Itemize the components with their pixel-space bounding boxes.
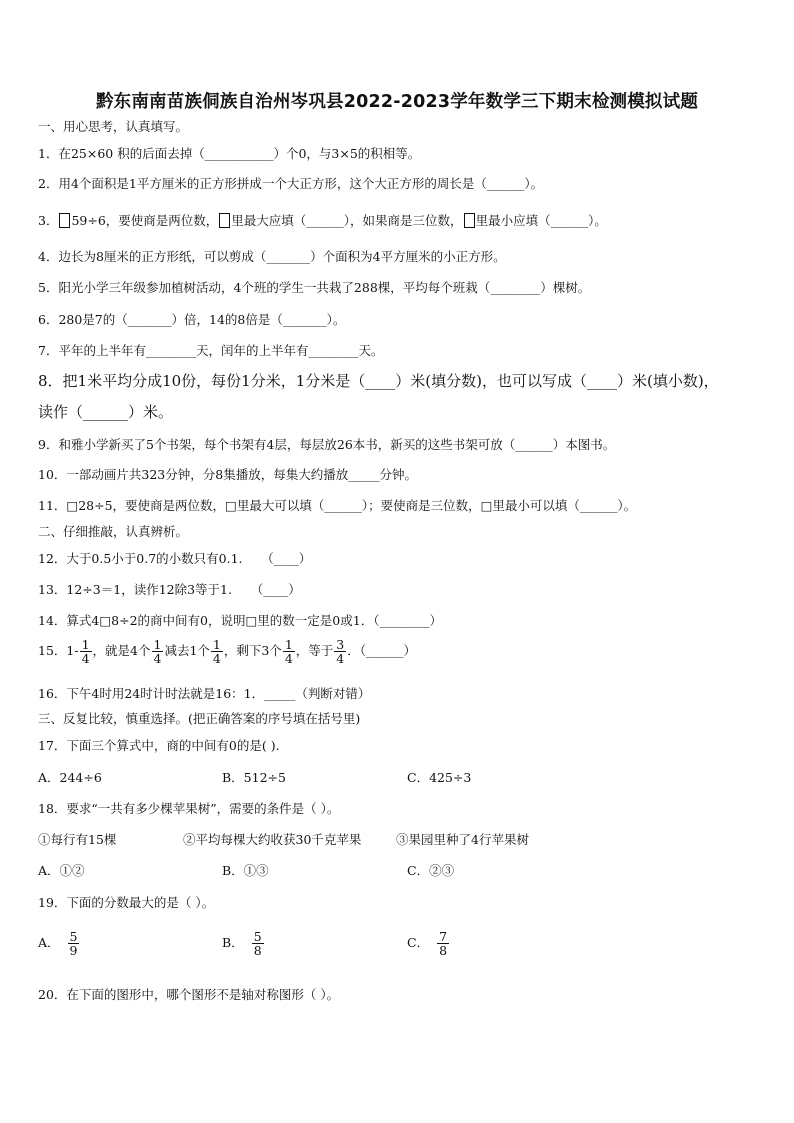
question-19-option-b: B． $\frac{5}{8}$ (222, 929, 262, 959)
question-14: 14．算式4□8÷2的商中间有0，说明□里的数一定是0或1．（________） (38, 613, 442, 628)
question-15-part1: 15．1- (38, 643, 79, 659)
question-3-part3: 里最小应填（______）。 (475, 213, 607, 228)
page-title: 黔东南南苗族侗族自治州岑巩县2022-2023学年数学三下期末检测模拟试题 (95, 92, 699, 112)
question-1: 1．在25×60 积的后面去掉（___________）个0，与3×5的积相等。 (38, 146, 421, 161)
question-18-condition-3: ③果园里种了4行苹果树 (396, 832, 529, 847)
fraction: $\frac{1}{4}$ (284, 637, 293, 667)
question-2: 2．用4个面积是1平方厘米的正方形拼成一个大正方形，这个大正方形的周长是（______）。 (38, 176, 544, 191)
question-9: 9．和雅小学新买了5个书架，每个书架有4层，每层放26本书，新买的这些书架可放（______）本图书。 (38, 437, 616, 452)
question-3-number: 3． (38, 213, 59, 228)
question-11: 11．□28÷5，要使商是两位数，□里最大可以填（______）；要使商是三位数，□里最小可以填（______）。 (38, 498, 637, 513)
question-12: 12．大于0.5小于0.7的小数只有0.1. （____） (38, 551, 312, 566)
question-8-line2: 读作（______）米。 (38, 403, 174, 421)
fraction: $\frac{7}{8}$ (439, 929, 448, 959)
question-17-option-b: B．512÷5 (222, 770, 286, 785)
question-18-option-b: B．①③ (222, 863, 269, 878)
question-7: 7．平年的上半年有________天，闰年的上半年有________天。 (38, 343, 384, 358)
question-15 (38, 638, 416, 665)
question-13: 13．12÷3＝1，读作12除3等于1. （____） (38, 582, 301, 597)
question-16: 16．下午4时用24时计时法就是16：1．_____（判断对错） (38, 686, 371, 701)
question-17-option-c: C．425÷3 (407, 770, 472, 785)
blank-box-icon (464, 213, 475, 228)
question-3-part2: 里最大应填（______），如果商是三位数， (231, 213, 463, 228)
blank-box-icon (59, 213, 70, 228)
fraction: $\frac{1}{4}$ (81, 637, 90, 667)
question-18-option-a: A．①② (38, 863, 85, 878)
question-19-option-a: A． $\frac{5}{9}$ (38, 929, 78, 959)
fraction: $\frac{1}{4}$ (212, 637, 221, 667)
question-19: 19．下面的分数最大的是（ ）。 (38, 895, 215, 910)
question-17-option-a: A．244÷6 (38, 770, 102, 785)
question-8-line1: 8．把1米平均分成10份，每份1分米，1分米是（____）米(填分数)，也可以写成（____）米(填小数)， (38, 372, 719, 390)
question-5: 5．阳光小学三年级参加植树活动，4个班的学生一共栽了288棵，平均每个班栽（________）棵树。 (38, 280, 591, 295)
question-10: 10．一部动画片共323分钟，分8集播放，每集大约播放_____分钟。 (38, 467, 417, 482)
question-18: 18．要求“一共有多少棵苹果树”，需要的条件是（ ）。 (38, 801, 340, 816)
question-15-part5: ，等于 (295, 643, 334, 659)
fraction: $\frac{1}{4}$ (153, 637, 162, 667)
question-15-part3: 减去1个 (164, 643, 210, 659)
question-15-part2: ，就是4个 (92, 643, 151, 659)
question-17: 17．下面三个算式中，商的中间有0的是( ). (38, 738, 280, 753)
section-heading-3: 三、反复比较，慎重选择。(把正确答案的序号填在括号里) (38, 711, 361, 726)
question-6: 6．280是7的（_______）倍，14的8倍是（_______）。 (38, 312, 346, 327)
question-18-option-c: C．②③ (407, 863, 455, 878)
question-15-part4: ，剩下3个 (223, 643, 282, 659)
blank-box-icon (219, 213, 230, 228)
question-19-option-c: C． $\frac{7}{8}$ (407, 929, 448, 959)
question-18-condition-1: ①每行有15棵 (38, 832, 117, 847)
question-18-condition-2: ②平均每棵大约收获30千克苹果 (183, 832, 362, 847)
question-3-part1: 59÷6，要使商是两位数， (71, 213, 219, 228)
question-3 (38, 213, 607, 228)
question-15-part6: ．（______） (347, 643, 416, 659)
question-4: 4．边长为8厘米的正方形纸，可以剪成（_______）个面积为4平方厘米的小正方形。 (38, 249, 506, 264)
section-heading-2: 二、仔细推敲，认真辨析。 (38, 524, 189, 539)
question-20: 20．在下面的图形中，哪个图形不是轴对称图形（ ）。 (38, 987, 340, 1002)
fraction: $\frac{3}{4}$ (336, 637, 345, 667)
fraction: $\frac{5}{8}$ (253, 929, 262, 959)
section-heading-1: 一、用心思考，认真填写。 (38, 119, 189, 134)
fraction: $\frac{5}{9}$ (69, 929, 78, 959)
